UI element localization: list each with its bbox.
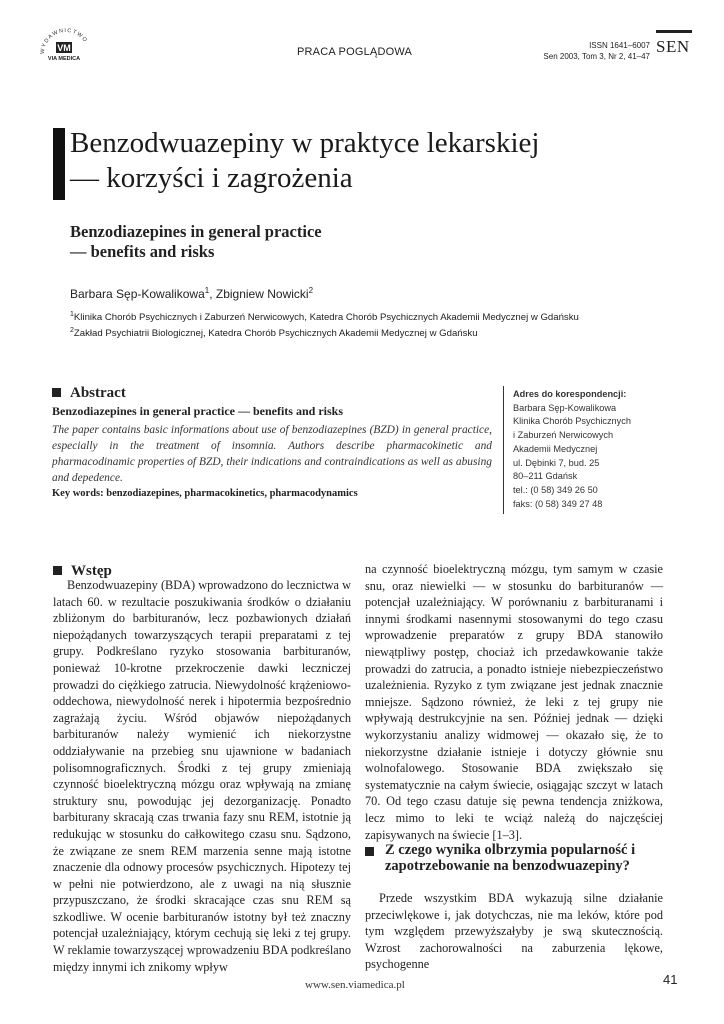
correspondence-line: Barbara Sęp-Kowalikowa <box>513 402 617 413</box>
author-2: Zbigniew Nowicki <box>215 287 309 301</box>
section-heading-text: Z czego wynika olbrzymia popularność i zapotrzebowanie na benzodwuazepiny? <box>385 842 636 874</box>
page-number: 41 <box>663 972 678 987</box>
correspondence-address <box>513 388 631 511</box>
section-heading-popularity <box>365 843 663 874</box>
square-bullet-icon <box>53 566 62 575</box>
correspondence-line: 80–211 Gdańsk <box>513 471 578 482</box>
svg-text:WYDAWNICTWO: WYDAWNICTWO <box>39 27 89 55</box>
section-heading-text: Wstęp <box>71 563 112 579</box>
affiliation-1 <box>70 308 579 324</box>
svg-text:VIA MEDICA: VIA MEDICA <box>47 56 81 62</box>
journal-citation <box>540 40 650 62</box>
body-paragraph: Przede wszystkim BDA wykazują silne działanie przeciwlękowe i, jak dotychczas, nie ma leków, które pod tym względem przewyższałyby je swą skutecznością. Wzrost zachorowalności na zaburzenia lękowe, psychogenne <box>365 891 663 972</box>
author-1-affil: 1 <box>204 286 210 295</box>
body-column-right-continued <box>365 890 663 973</box>
body-column-left <box>53 577 351 975</box>
body-paragraph: Benzodwuazepiny (BDA) wprowadzono do lecznictwa w latach 60. w rezultacie poszukiwania środków o działaniu zbliżonym do barbituranów, lecz pozbawionych działań niepożądanych towarzyszących terapii preparatami z tej grupy. Podkreślano ryzyko stosowania barbituranów, ponieważ 10-krotne przekroczenie dawki leczniczej prowadzi do ciężkiego zatrucia. Niewydolność krążeniowo-oddechowa, niewydolność nerek i hipotermia bezpośrednio zagrażają życiu. Wśród objawów niepożądanych barbituranów należy wymienić ich niekorzystne oddziaływanie na przebieg snu ujawnione w badaniach polisomnograficznych. Środki z tej grupy zmieniają czynność bioelektryczną mózgu oraz wpływają na zmianę struktury snu, powodując jej dezorganizację. Ponadto barbiturany skracają czas trwania fazy snu REM, istotnie ją redukując w stosunku do całkowitego czasu snu. Sądzono, że związane ze snem REM marzenia senne mają istotne znaczenie dla odnowy procesów psychicznych. Hipotezy tej w pełni nie potwierdzono, ale z uwagi na nią słusznie przypuszczano, że środki skracające czas snu REM są szkodliwe. W ocenie barbituranów istotny był też znaczny potencjał uzależniający, którym cechują się leki z tej grupy. W reklamie towarzyszącej wprowadzeniu BDA podkreślano między innymi ich znikomy wpływ <box>53 578 351 974</box>
author-separator: , <box>209 287 216 301</box>
english-title-line-1: Benzodiazepines in general practice <box>70 222 322 241</box>
body-paragraph: na czynność bioelektryczną mózgu, tym samym w czasie snu, oraz niewielki — w stosunku do barbituranów — potencjał uzależniający. W porównaniu z barbituranami i innymi środkami nasennymi stosowanymi do tego czasu wprowadzenie preparatów z grupy BDA stanowiło niewątpliwy postęp, chociaż ich przedawkowanie także prowadzi do zatrucia, a ponadto istnieje niebezpieczeństwo uzależnienia. Ryzyko z tym związane jest jednak znacznie mniejsze. Sądzono również, że leki z tej grupy nie wpływają destrukcyjnie na sen. Później jednak — dzięki wykorzystaniu analizy widmowej — okazało się, że to niekorzystne działanie istnieje i dotyczy głównie snu wolnofalowego. Stosowanie BDA zwiększało się systematycznie na całym świecie, osiągając szczyt w latach 70. Od tego czasu datuje się pewna tendencja zniżkowa, lecz mimo to leki te wciąż należą do najczęściej zapisywanych na świecie [1–3]. <box>365 562 663 842</box>
square-bullet-icon <box>52 388 61 397</box>
journal-mark-bar <box>656 30 692 33</box>
affiliation-1-number: 1 <box>70 311 74 318</box>
authors <box>70 286 313 301</box>
correspondence-line: tel.: (0 58) 349 26 50 <box>513 484 598 495</box>
correspondence-line: faks: (0 58) 349 27 48 <box>513 498 603 509</box>
keywords: Key words: benzodiazepines, pharmacokinetics, pharmacodynamics <box>52 488 358 499</box>
correspondence-line: Akademii Medycznej <box>513 443 598 454</box>
abstract-heading-text: Abstract <box>70 385 126 401</box>
affiliation-2-number: 2 <box>70 327 74 335</box>
affiliation-1-text: Klinika Chorób Psychicznych i Zaburzeń Nerwicowych, Katedra Chorób Psychicznych Akademii Medycznej w Gdańsku <box>73 312 579 324</box>
author-1: Barbara Sęp-Kowalikowa <box>70 287 205 301</box>
article-title <box>70 126 539 196</box>
abstract-subtitle: Benzodiazepines in general practice — benefits and risks <box>52 404 343 418</box>
abstract-heading <box>52 385 126 402</box>
citation: Sen 2003, Tom 3, Nr 2, 41–47 <box>543 52 650 61</box>
english-title <box>70 222 322 262</box>
title-accent-bar <box>53 128 65 200</box>
correspondence-heading: Adres do korespondencji: <box>513 389 627 399</box>
journal-name: SEN <box>656 37 690 56</box>
journal-mark <box>656 30 692 57</box>
correspondence-line: Klinika Chorób Psychicznych <box>513 416 631 427</box>
correspondence-line: i Zaburzeń Nerwicowych <box>513 430 614 441</box>
footer-url: www.sen.viamedica.pl <box>305 979 405 991</box>
article-type-label: PRACA POGLĄDOWA <box>297 46 413 58</box>
svg-text:VM: VM <box>57 43 71 53</box>
title-line-1: Benzodwuazepiny w praktyce lekarskiej <box>70 127 540 159</box>
affiliations <box>70 308 579 340</box>
affiliation-2-text: Zakład Psychiatrii Biologicznej, Katedra Chorób Psychicznych Akademii Medycznej w Gdańsku <box>73 328 478 340</box>
issn: ISSN 1641–6007 <box>589 41 650 50</box>
body-column-right <box>365 561 663 843</box>
correspondence-line: ul. Dębinki 7, bud. 25 <box>513 457 600 468</box>
title-line-2: — korzyści i zagrożenia <box>70 162 353 194</box>
correspondence-divider <box>503 386 504 514</box>
affiliation-2 <box>70 324 579 340</box>
author-2-affil: 2 <box>308 286 314 295</box>
square-bullet-icon <box>365 847 374 856</box>
via-medica-seal-icon <box>34 22 98 86</box>
publisher-logo <box>34 22 98 86</box>
abstract-text: The paper contains basic informations about use of benzodiazepines (BZD) in general practice, especially in the treatment of insomnia. Authors describe pharmacokinetic and pharmacodinamic properties of BZD, their indications and contraindications as well as abusing and depedence. <box>52 424 492 484</box>
english-title-line-2: — benefits and risks <box>70 242 215 261</box>
